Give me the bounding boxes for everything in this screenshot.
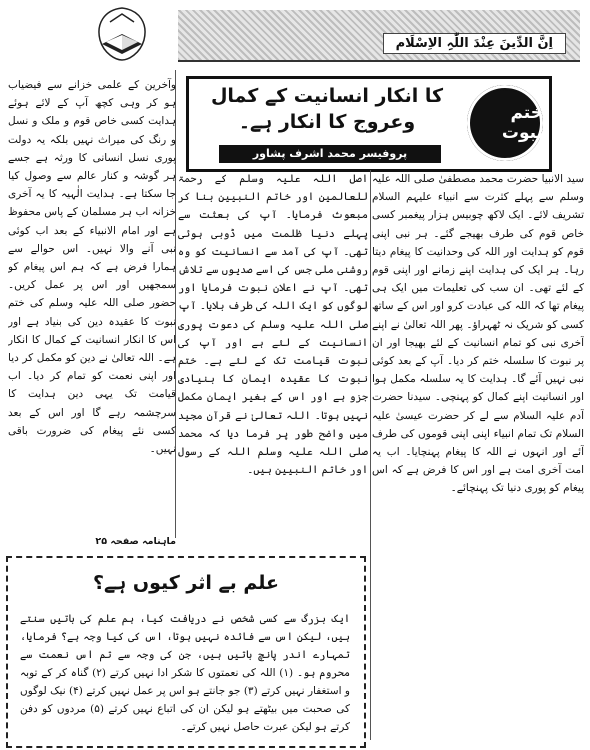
issue-date-line: ماہنامہ صفحہ ۲۵ <box>95 536 176 547</box>
qa-box <box>6 556 366 748</box>
right-text-column: سید الانبیا حضرت محمد مصطفیٰ صلی اللہ علیہ وسلم سے پہلے کثرت سے انبیاء علیہم السلام تشریف لائے۔ ایک لاکھ چوبیس ہزار پیغمبر کسی خاص قوم کی طرف بھیجے گئے۔ ہر نبی اپنی قوم کو ہدایت اور اللہ کی وحدانیت کا پیغام دیتا رہا۔ ہر ایک کی ہدایت اپنے زمانے اور اپنی قوم کے لئے تھی۔ ان سب کی تعلیمات میں ایک ہی پیغام تھا کہ اللہ کی عبادت کرو اور اس کے ساتھ کسی کو شریک نہ ٹھہراؤ۔ پھر اللہ تعالیٰ نے اپنے آخری نبی کو تمام انسانیت کے لئے بھیجا اور ان پر نبوت کا سلسلہ ختم کر دیا۔ آپ کے بعد کوئی نبی نہیں آئے گا۔ ہدایت کا یہ سلسلہ مکمل ہوا اور انسانیت اپنے کمال کو پہنچی۔ سیدنا حضرت آدم علیہ السلام سے لے کر حضرت عیسیٰ علیہ السلام تک تمام انبیاء اپنی اپنی قوموں کی طرف آئے اور انہوں نے اللہ کا پیغام پہنچایا۔ اب یہ امت آخری امت ہے اور اس کا فرض ہے کہ اس پیغام کو پوری دنیا تک پہنچائے۔ <box>372 173 584 495</box>
article-title-box <box>186 76 552 172</box>
article-title: کا انکار انسانیت کے کمال وعروج کا انکار ہے۔ <box>210 85 444 133</box>
author-byline: پروفیسر محمد اشرف پشاور <box>219 145 441 163</box>
column-divider <box>370 170 371 740</box>
slogan-text: اِنَّ الدِّینَ عِنْدَ اللّٰہِ الاِسْلَام <box>383 33 566 54</box>
slogan-banner <box>178 10 580 62</box>
open-quran-emblem-icon <box>90 4 154 62</box>
masthead <box>0 0 590 66</box>
qa-heading: علم بے اثر کیوں ہے؟ <box>92 572 280 594</box>
khatm-e-nubuwwat-seal: ختم نبوت <box>467 85 543 161</box>
middle-text-column: اصل اللہ علیہ وسلم کے رحمۃ للعالمین اور خاتم النبیین بنا کر مبعوث فرمایا۔ آپ کی بعثت سے پہلے دنیا ظلمت میں ڈوبی ہوئی تھی۔ آپ کی آمد سے انسانیت کو وہ روشنی ملی جس کی اسے صدیوں سے تلاش تھی۔ آپ نے اعلان نبوت فرمایا اور لوگوں کو ایک اللہ کی طرف بلایا۔ آپ صلی اللہ علیہ وسلم کی دعوت پوری انسانیت کے لئے ہے اور آپ کی نبوت قیامت تک کے لئے ہے۔ ختم نبوت کا عقیدہ ایمان کا بنیادی جزو ہے اور اس کے بغیر ایمان مکمل نہیں ہوتا۔ اللہ تعالیٰ نے قرآن مجید میں واضح طور پر فرما دیا کہ محمد صلی اللہ علیہ وسلم اللہ کے رسول اور خاتم النبیین ہیں۔ <box>178 173 368 477</box>
qa-body: ایک بزرگ سے کسی شخص نے دریافت کیا، ہم علم کی باتیں سنتے ہیں، لیکن اس سے فائدہ نہیں ہوتا، اس کی کیا وجہ ہے؟ فرمایا، تمہارے اندر پانچ باتیں ہیں، جن کی وجہ سے تم اس نعمت سے محروم ہو۔ (۱) اللہ کی نعمتوں کا شکر ادا نہیں کرتے (۲) گناہ کر کے توبہ و استغفار نہیں کرتے (۳) جو جانتے ہو اس پر عمل نہیں کرتے (۴) نیک لوگوں کی صحبت میں بیٹھتے ہو لیکن ان کی اتباع نہیں کرتے (۵) مردوں کو دفن کرتے ہو لیکن عبرت حاصل نہیں کرتے۔ <box>20 613 350 733</box>
left-text-column: وآخرین کے علمی خزانے سے فیضیاب ہو کر وہی کچھ آپ کے لائے ہوئے ہدایت کسی خاص قوم و ملک و نسل و رنگ کی میراث نہیں بلکہ یہ دولت پوری نسل انسانی کا ورثہ ہے جسے ہر گوشہ و کنار عالم سے وصول کیا جا سکتا ہے۔ ہدایت الٰہیہ کا یہ آخری خزانہ اب ہر مسلمان کے پاس محفوظ ہے اور امام الانبیاء کے بعد اب کوئی نبی آنے والا نہیں۔ اس حوالے سے ہمارا فرض ہے کہ ہم اس پیغام کو سمجھیں اور اس پر عمل کریں۔ حضور صلی اللہ علیہ وسلم کی ختم نبوت کا عقیدہ دین کی بنیاد ہے اور اس کا انکار انسانیت کے کمال کا انکار ہے۔ اللہ تعالیٰ نے دین کو مکمل کر دیا اور اپنی نعمت کو تمام کر دیا۔ اب قیامت تک یہی دین ہدایت کا سرچشمہ رہے گا اور اس کے بعد کسی نئے پیغام کی ضرورت باقی نہیں۔ <box>8 79 176 456</box>
